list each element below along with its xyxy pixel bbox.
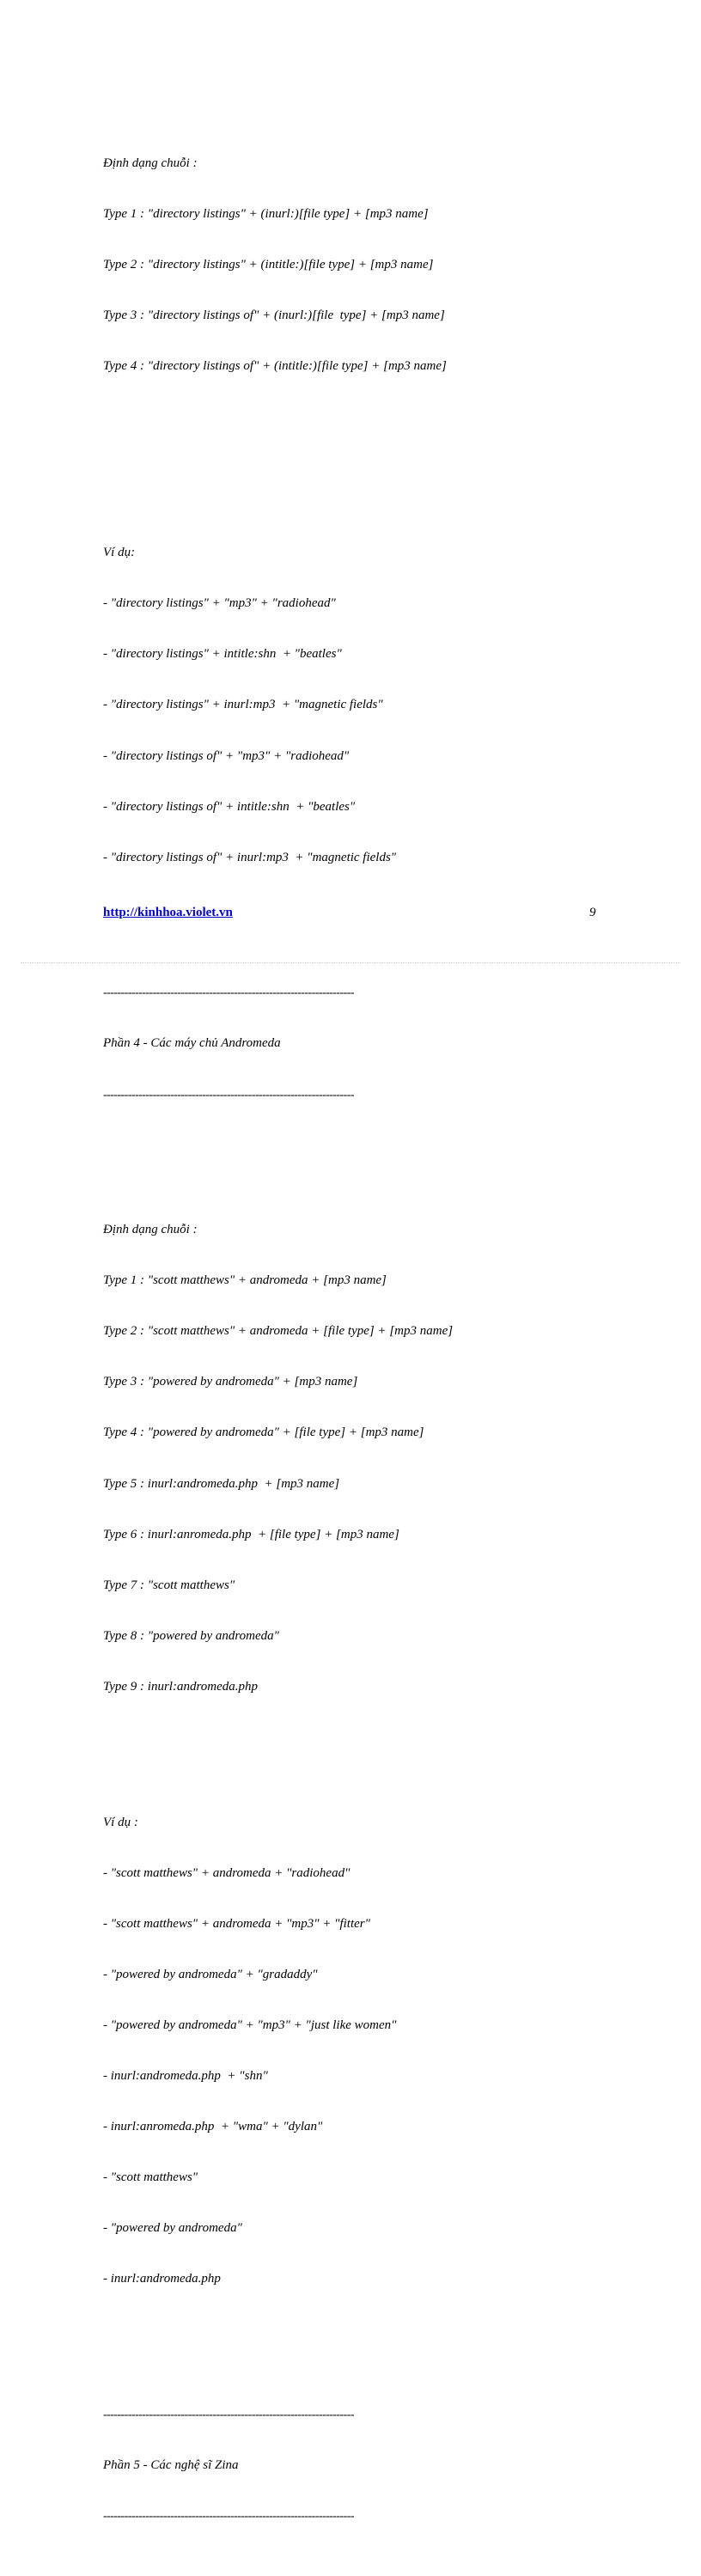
example-line: - "powered by andromeda" + "gradaddy" [103,1967,318,1981]
example-line: - "directory listings of" + "mp3" + "radiohead" [103,748,350,763]
example-line: - "powered by andromeda" [103,2221,242,2236]
example-heading: Ví dụ : [103,1815,138,1829]
blank-line [103,426,619,443]
section-4-title: Phần 4 - Các máy chủ Andromeda [103,1036,281,1051]
section-5-title: Phần 5 - Các nghệ sĩ Zina [103,2458,239,2473]
example-line: - "directory listings" + intitle:shn + "beatles" [103,647,342,662]
type-line: Type 4 : "powered by andromeda" + [file type] + [mp3 name] [103,1425,424,1440]
type-line: Type 1 : "directory listings" + (inurl:)[file type] + [mp3 name] [103,207,429,222]
type-line: Type 5 : inurl:andromeda.php + [mp3 name] [103,1476,340,1491]
type-line: Type 2 : "scott matthews" + andromeda + [file type] + [mp3 name] [103,1324,454,1339]
example-line: - "directory listings of" + intitle:shn + "beatles" [103,799,356,814]
page-bottom-border [21,962,680,963]
type-line: Type 1 : "scott matthews" + andromeda + [mp3 name] [103,1273,387,1288]
type-line: Type 3 : "directory listings of" + (inurl:)[file type] + [mp3 name] [103,308,445,323]
type-line: Type 6 : inurl:anromeda.php + [file type] + [mp3 name] [103,1527,399,1541]
document-body [103,105,619,2576]
separator-line: ----------------------------------------------------------------------- [103,2408,354,2421]
footer-link[interactable]: http://kinhhoa.violet.vn [103,906,233,919]
type-line: Type 7 : "scott matthews" [103,1578,235,1592]
type-line: Type 2 : "directory listings" + (intitle:)[file type] + [mp3 name] [103,258,434,272]
blank-line [103,2339,619,2356]
format-heading: Định dạng chuỗi : [103,156,198,171]
blank-line [103,1154,619,1171]
page-number: 9 [589,906,596,919]
example-heading: Ví dụ: [103,546,136,560]
separator-line: ----------------------------------------------------------------------- [103,1088,354,1102]
example-line: - "scott matthews" + andromeda + "radiohead" [103,1865,350,1880]
example-line: - "directory listings of" + inurl:mp3 + "magnetic fields" [103,850,397,864]
type-line: Type 4 : "directory listings of" + (intitle:)[file type] + [mp3 name] [103,359,447,374]
example-line: - "directory listings" + inurl:mp3 + "magnetic fields" [103,698,383,712]
example-line: - inurl:andromeda.php [103,2272,221,2286]
type-line: Type 8 : "powered by andromeda" [103,1628,279,1643]
separator-line: ----------------------------------------------------------------------- [103,986,354,1000]
example-line: - "directory listings" + "mp3" + "radiohead" [103,596,336,611]
blank-line [103,1747,619,1764]
example-line: - "scott matthews" + andromeda + "mp3" + "fitter" [103,1916,370,1931]
example-line: - "scott matthews" [103,2170,198,2185]
example-line: - inurl:andromeda.php + "shn" [103,2069,268,2084]
blank-line [103,477,619,494]
format-heading: Định dạng chuỗi : [103,1223,198,1237]
example-line: - inurl:anromeda.php + "wma" + "dylan" [103,2120,323,2134]
separator-line: ----------------------------------------------------------------------- [103,2510,354,2524]
type-line: Type 3 : "powered by andromeda" + [mp3 name] [103,1375,358,1389]
example-line: - "powered by andromeda" + "mp3" + "just like women" [103,2017,397,2032]
type-line: Type 9 : inurl:andromeda.php [103,1679,258,1694]
